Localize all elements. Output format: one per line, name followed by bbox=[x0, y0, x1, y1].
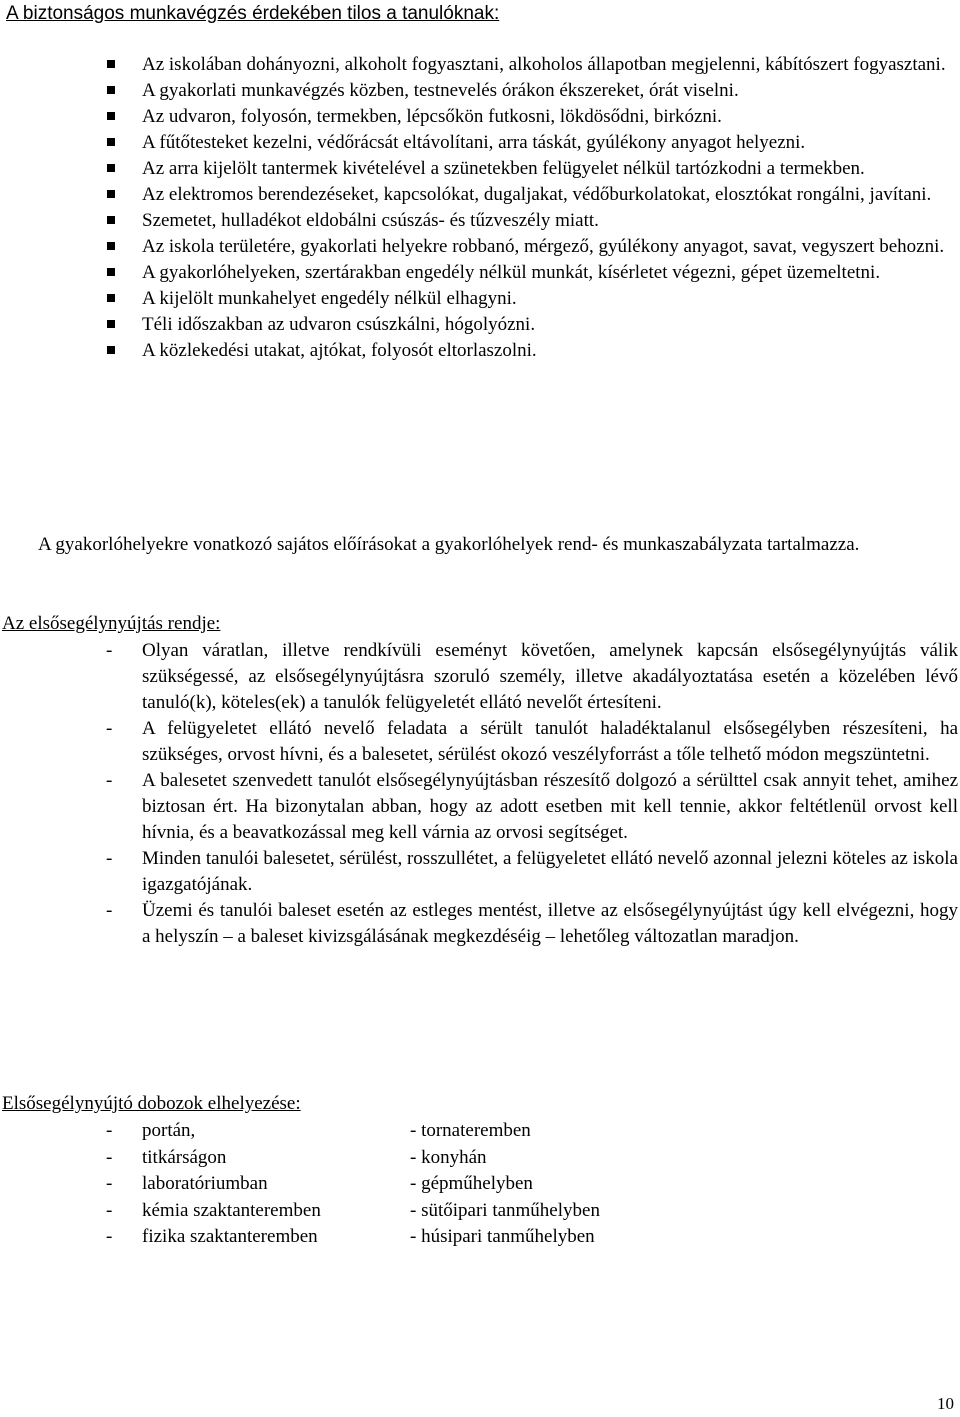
list-item bbox=[104, 312, 958, 338]
location-left: fizika szaktanteremben bbox=[142, 1226, 318, 1247]
list-item-text: Az iskola területére, gyakorlati helyekre robbanó, mérgező, gyúlékony anyagot, savat, vegyszert behozni. bbox=[142, 236, 945, 257]
list-dash: - bbox=[106, 640, 113, 661]
list-item-text: A gyakorlóhelyeken, szertárakban engedély nélkül munkát, kísérletet végezni, gépet üzemeltetni. bbox=[142, 262, 881, 283]
square-bullet-icon bbox=[107, 138, 115, 146]
list-item bbox=[104, 846, 958, 898]
square-bullet-icon bbox=[107, 216, 115, 224]
list-item bbox=[104, 78, 958, 104]
list-dash: - bbox=[106, 1120, 113, 1141]
practice-note-paragraph: A gyakorlóhelyekre vonatkozó sajátos előírásokat a gyakorlóhelyek rend- és munkaszabályzata tartalmazza. bbox=[38, 534, 860, 555]
location-right: - húsipari tanműhelyben bbox=[410, 1226, 595, 1247]
location-left: laboratóriumban bbox=[142, 1173, 268, 1194]
list-item-text: A közlekedési utakat, ajtókat, folyosót eltorlaszolni. bbox=[142, 340, 537, 361]
list-item bbox=[104, 234, 958, 260]
table-row bbox=[104, 1198, 804, 1225]
table-row bbox=[104, 1118, 804, 1145]
list-item bbox=[104, 716, 958, 768]
location-left: portán, bbox=[142, 1120, 196, 1141]
list-dash: - bbox=[106, 1146, 113, 1168]
list-dash: - bbox=[106, 900, 113, 921]
list-item bbox=[104, 338, 958, 364]
first-aid-boxes-title: Elsősegélynyújtó dobozok elhelyezése: bbox=[2, 1093, 301, 1114]
list-item bbox=[104, 898, 958, 950]
list-item bbox=[104, 286, 958, 312]
list-item-text: A kijelölt munkahelyet engedély nélkül elhagyni. bbox=[142, 288, 517, 309]
prohibitions-list bbox=[104, 52, 958, 364]
location-right: - tornateremben bbox=[410, 1120, 531, 1141]
square-bullet-icon bbox=[107, 60, 115, 68]
list-item bbox=[104, 208, 958, 234]
list-item bbox=[104, 260, 958, 286]
square-bullet-icon bbox=[107, 242, 115, 250]
location-right: - gépműhelyben bbox=[410, 1173, 533, 1194]
table-row bbox=[104, 1224, 804, 1251]
list-item-text: Minden tanulói balesetet, sérülést, rosszullétet, a felügyeletet ellátó nevelő azonnal jelezni köteles az iskola igazgatójának. bbox=[142, 848, 958, 895]
list-item-text: A gyakorlati munkavégzés közben, testnevelés órákon ékszereket, órát viselni. bbox=[142, 80, 739, 101]
list-item bbox=[104, 104, 958, 130]
list-dash: - bbox=[106, 1199, 113, 1221]
list-item-text: A balesetet szenvedett tanulót elsősegélynyújtásban részesítő dolgozó a sérülttel csak annyit tehet, amihez biztosan ért. Ha bizonytalan abban, hogy az adott esetben mit kell tennie, akkor feltétlenül orvost kell hívnia, és a beavatkozással meg kell várnia az orvosi segítséget. bbox=[142, 770, 958, 843]
list-item bbox=[104, 182, 958, 208]
square-bullet-icon bbox=[107, 86, 115, 94]
square-bullet-icon bbox=[107, 190, 115, 198]
location-right: - sütőipari tanműhelyben bbox=[410, 1199, 600, 1221]
list-item-text: A fűtőtesteket kezelni, védőrácsát eltávolítani, arra táskát, gyúlékony anyagot helyezni. bbox=[142, 132, 806, 153]
first-aid-list bbox=[104, 638, 958, 950]
square-bullet-icon bbox=[107, 164, 115, 172]
list-item bbox=[104, 768, 958, 846]
table-row bbox=[104, 1145, 804, 1172]
list-item-text: Olyan váratlan, illetve rendkívüli eseményt követően, amelynek kapcsán elsősegélynyújtás válik szükségessé, az elsősegélynyújtásra szoruló személy, illetve akadályoztatása esetén a közelében lévő tanuló(k), köteles(ek) a tanulók felügyeletét ellátó nevelőt értesíteni. bbox=[142, 640, 958, 713]
location-left: titkárságon bbox=[142, 1146, 227, 1168]
square-bullet-icon bbox=[107, 112, 115, 120]
list-item bbox=[104, 156, 958, 182]
first-aid-title: Az elsősegélynyújtás rendje: bbox=[2, 613, 221, 634]
list-item bbox=[104, 638, 958, 716]
list-item-text: Az udvaron, folyosón, termekben, lépcsőkön futkosni, lökdösődni, birkózni. bbox=[142, 106, 722, 127]
location-right: - konyhán bbox=[410, 1146, 487, 1168]
list-dash: - bbox=[106, 770, 113, 791]
square-bullet-icon bbox=[107, 346, 115, 354]
square-bullet-icon bbox=[107, 268, 115, 276]
list-item-text: Szemetet, hulladékot eldobálni csúszás- és tűzveszély miatt. bbox=[142, 210, 599, 231]
list-item bbox=[104, 52, 958, 78]
square-bullet-icon bbox=[107, 294, 115, 302]
list-dash: - bbox=[106, 1173, 113, 1194]
list-item-text: Téli időszakban az udvaron csúszkálni, hógolyózni. bbox=[142, 314, 536, 335]
location-left: kémia szaktanteremben bbox=[142, 1199, 321, 1221]
list-item bbox=[104, 130, 958, 156]
list-item-text: Üzemi és tanulói baleset esetén az estleges mentést, illetve az elsősegélynyújtást úgy kell elvégezni, hogy a helyszín – a baleset kivizsgálásának megkezdéséig – lehetőleg változatlan maradjon. bbox=[142, 900, 958, 947]
prohibitions-heading: A biztonságos munkavégzés érdekében tilos a tanulóknak: bbox=[6, 3, 500, 24]
page-number: 10 bbox=[937, 1394, 954, 1413]
first-aid-box-locations bbox=[104, 1118, 804, 1251]
list-item-text: A felügyeletet ellátó nevelő feladata a sérült tanulót haladéktalanul elsősegélyben részesíteni, ha szükséges, orvost hívni, és a balesetet, sérülést okozó veszélyforrást a tőle telhető módon megszüntetni. bbox=[142, 718, 958, 765]
table-row bbox=[104, 1171, 804, 1198]
list-item-text: Az elektromos berendezéseket, kapcsolókat, dugaljakat, védőburkolatokat, elosztókat rongálni, javítani. bbox=[142, 184, 932, 205]
square-bullet-icon bbox=[107, 320, 115, 328]
list-dash: - bbox=[106, 1226, 113, 1247]
list-item-text: Az arra kijelölt tantermek kivételével a szünetekben felügyelet nélkül tartózkodni a termekben. bbox=[142, 158, 865, 179]
list-dash: - bbox=[106, 848, 113, 869]
list-dash: - bbox=[106, 718, 113, 739]
list-item-text: Az iskolában dohányozni, alkoholt fogyasztani, alkoholos állapotban megjelenni, kábítószert fogyasztani. bbox=[142, 54, 946, 75]
